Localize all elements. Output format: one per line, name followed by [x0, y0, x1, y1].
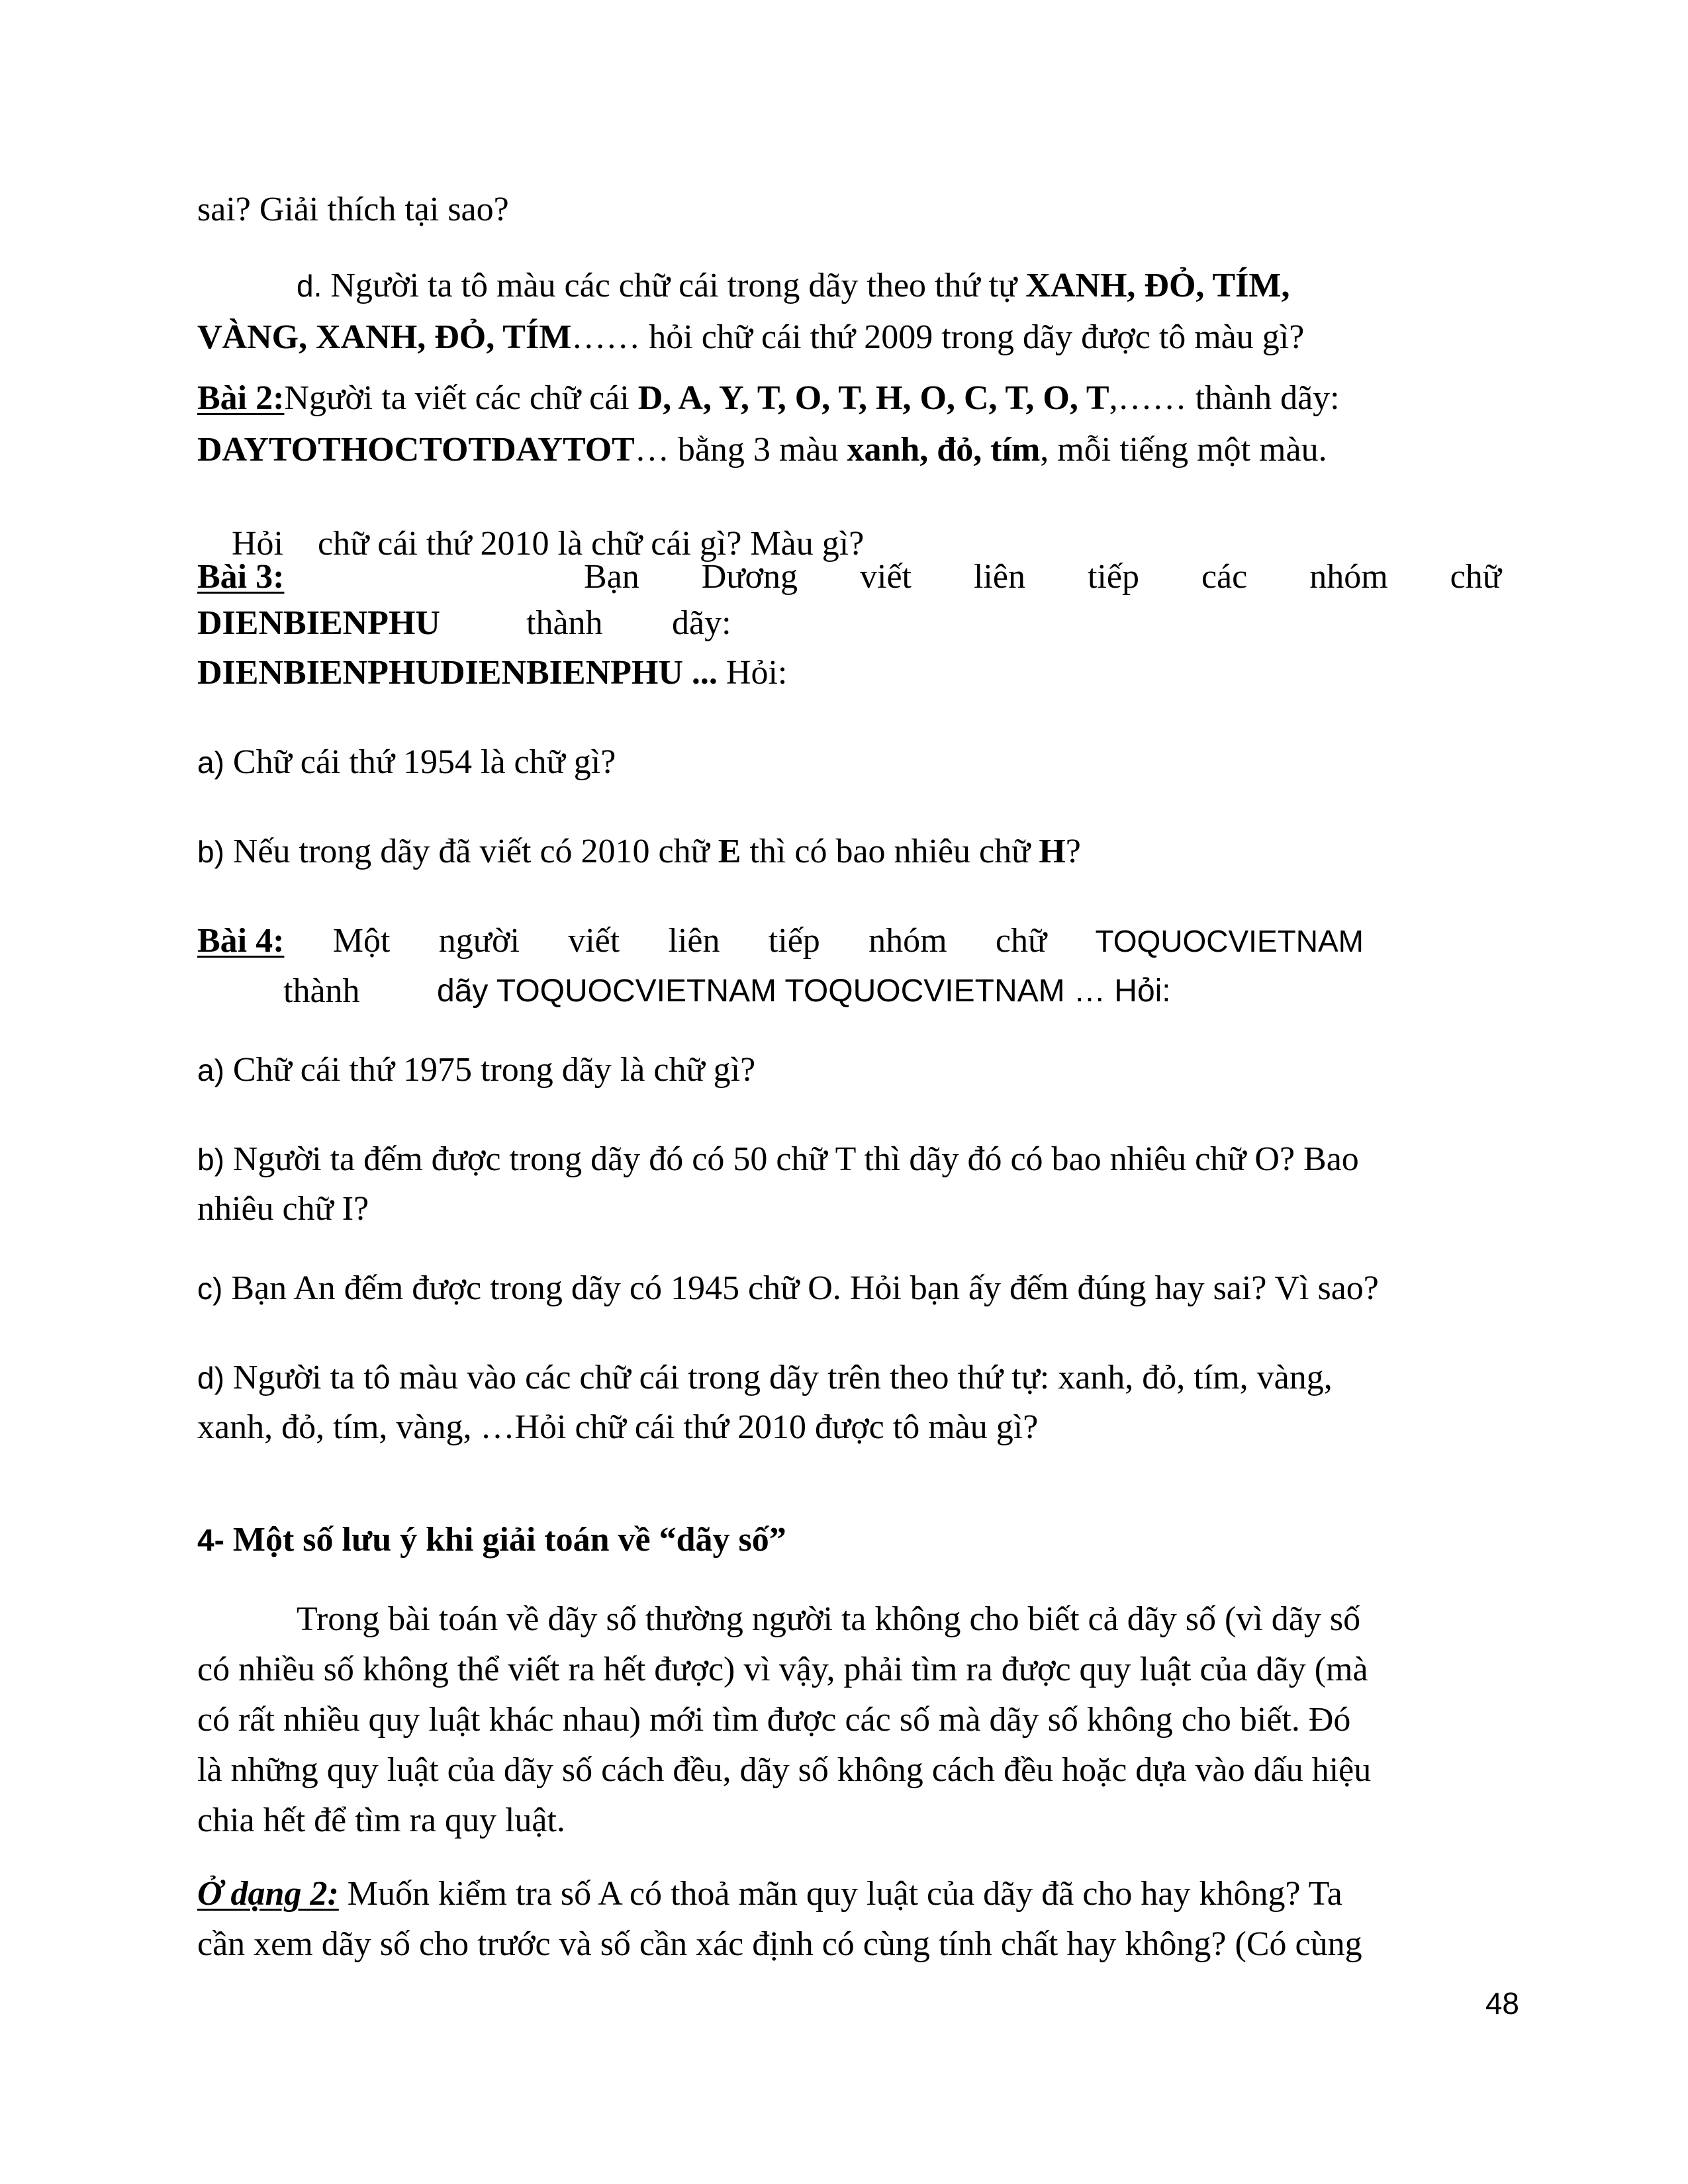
bai2-line3: Hỏi chữ cái thứ 2010 là chữ cái gì? Màu gì?: [232, 525, 865, 563]
bai4-row1: Bài 4: Một người viết liên tiếp nhóm chữ TOQUOCVIETNAM: [197, 920, 1364, 962]
bai4-question-d-line2: xanh, đỏ, tím, vàng, …Hỏi chữ cái thứ 2010 được tô màu gì?: [197, 1408, 1039, 1446]
bai3-label: Bài 3:: [197, 558, 285, 596]
bai4-question-a: a) Chữ cái thứ 1975 trong dãy là chữ gì?: [197, 1051, 756, 1089]
bai2-line1: Bài 2:Người ta viết các chữ cái D, A, Y, T, O, T, H, O, C, T, O, T,…… thành dãy:: [197, 379, 1340, 417]
bai4-row2-day: dãy TOQUOCVIETNAM TOQUOCVIETNAM … Hỏi:: [437, 974, 1171, 1009]
bai2-label: Bài 2:: [197, 379, 285, 417]
bai2-line2: DAYTOTHOCTOTDAYTOT… bằng 3 màu xanh, đỏ, tím, mỗi tiếng một màu.: [197, 431, 1327, 469]
bai4-label: Bài 4:: [197, 922, 285, 960]
bai4-row2-thanh: thành: [283, 972, 360, 1010]
intro-line: sai? Giải thích tại sao?: [197, 191, 509, 228]
section4-para-line3: có rất nhiều quy luật khác nhau) mới tìm được các số mà dãy số không cho biết. Đó: [197, 1701, 1351, 1739]
intro-d-line1: d. Người ta tô màu các chữ cái trong dãy theo thứ tự XANH, ĐỎ, TÍM,: [297, 267, 1290, 304]
dang2-line1: Ở dạng 2: Muốn kiểm tra số A có thoả mãn quy luật của dãy đã cho hay không? Ta: [197, 1875, 1342, 1913]
bai4-question-b-line2: nhiêu chữ I?: [197, 1190, 369, 1228]
dang2-line2: cần xem dãy số cho trước và số cần xác định có cùng tính chất hay không? (Có cùng: [197, 1925, 1362, 1963]
bai3-question-a: a) Chữ cái thứ 1954 là chữ gì?: [197, 743, 616, 781]
bai4-question-b-line1: b) Người ta đếm được trong dãy đó có 50 chữ T thì dãy đó có bao nhiêu chữ O? Bao: [197, 1140, 1359, 1178]
bai3-row2-thanh: thành: [526, 604, 603, 642]
bai3-row1: Bài 3: Bạn Dương viết liên tiếp các nhóm chữ: [197, 556, 1501, 598]
intro-d-line2: VÀNG, XANH, ĐỎ, TÍM…… hỏi chữ cái thứ 2009 trong dãy được tô màu gì?: [197, 318, 1305, 356]
bai3-question-b: b) Nếu trong dãy đã viết có 2010 chữ E thì có bao nhiêu chữ H?: [197, 833, 1081, 870]
dang2-label: Ở dạng 2:: [197, 1875, 339, 1913]
section4-para-line5: chia hết để tìm ra quy luật.: [197, 1801, 565, 1839]
bai3-row2: DIENBIENPHU: [197, 604, 440, 642]
bai4-question-d-line1: d) Người ta tô màu vào các chữ cái trong dãy trên theo thứ tự: xanh, đỏ, tím, vàng,: [197, 1359, 1333, 1396]
section4-heading: 4- Một số lưu ý khi giải toán về “dãy số”: [197, 1521, 786, 1559]
section4-para-line4: là những quy luật của dãy số cách đều, dãy số không cách đều hoặc dựa vào dấu hiệu: [197, 1751, 1372, 1789]
bai3-seq-line: DIENBIENPHUDIENBIENPHU ... Hỏi:: [197, 654, 788, 692]
page-number: 48: [1485, 1986, 1519, 2021]
bai3-row2-day: dãy:: [672, 604, 731, 642]
section4-para-line1: Trong bài toán về dãy số thường người ta không cho biết cả dãy số (vì dãy số: [297, 1600, 1361, 1638]
bai4-question-c: c) Bạn An đếm được trong dãy có 1945 chữ O. Hỏi bạn ấy đếm đúng hay sai? Vì sao?: [197, 1269, 1379, 1307]
section4-para-line2: có nhiều số không thể viết ra hết được) vì vậy, phải tìm ra được quy luật của dãy (mà: [197, 1651, 1368, 1688]
